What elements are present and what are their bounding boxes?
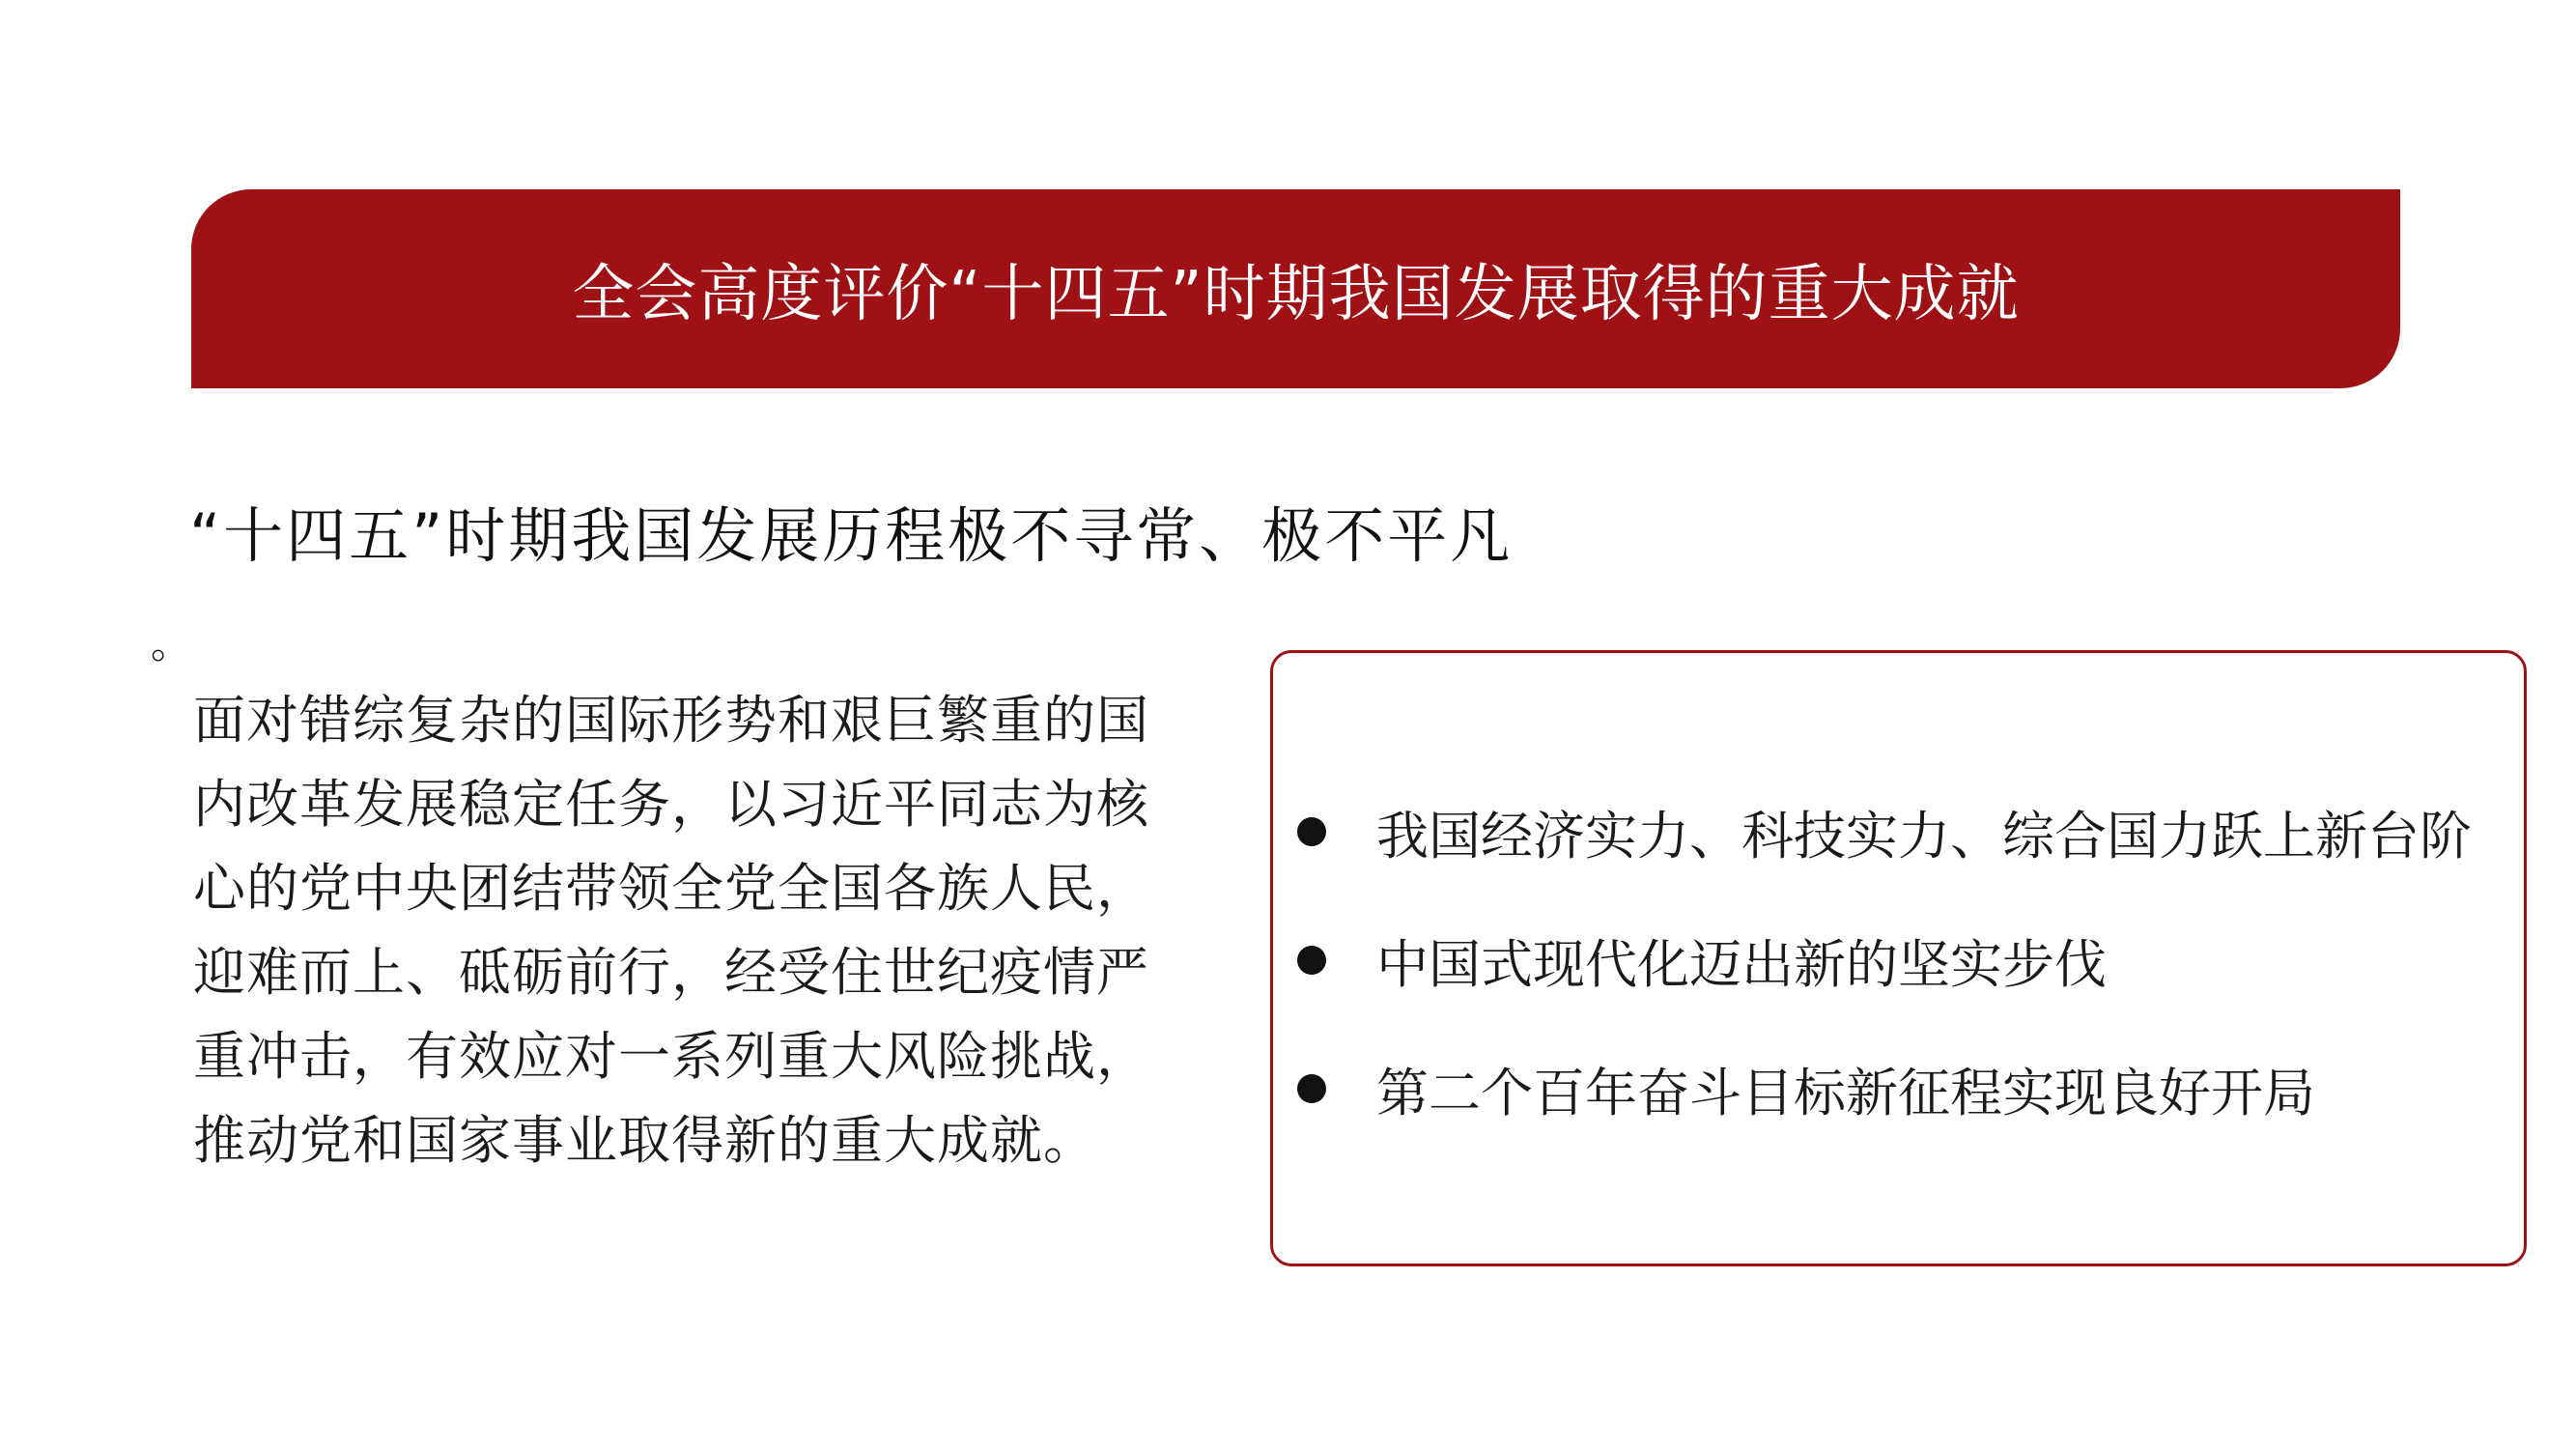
achievement-item (1297, 1050, 2315, 1127)
achievement-item (1297, 922, 2107, 999)
bullet-icon (1297, 817, 1326, 846)
title-banner (191, 189, 2400, 388)
achievement-text: 我国经济实力、科技实力、综合国力跃上新台阶 (1376, 805, 2472, 867)
body-paragraph: 面对错综复杂的国际形势和艰巨繁重的国内改革发展稳定任务，以习近平同志为核心的党中央团结带领全党全国各族人民，迎难而上、砥砺前行，经受住世纪疫情严重冲击，有效应对一系列重大风险挑战，推动党和国家事业取得新的重大成就。 (193, 690, 1149, 1171)
banner-title: 全会高度评价“十四五”时期我国发展取得的重大成就 (572, 259, 2020, 330)
achievements-list (1273, 653, 2524, 1264)
stray-punctuation: 。 (151, 620, 192, 668)
achievements-panel (1270, 650, 2527, 1266)
achievement-text: 中国式现代化迈出新的坚实步伐 (1376, 933, 2107, 995)
achievement-item (1297, 793, 2472, 870)
achievement-text: 第二个百年奋斗目标新征程实现良好开局 (1376, 1062, 2315, 1123)
bullet-icon (1297, 946, 1326, 975)
section-subtitle: “十四五”时期我国发展历程极不寻常、极不平凡 (189, 500, 1514, 571)
bullet-icon (1297, 1074, 1326, 1103)
